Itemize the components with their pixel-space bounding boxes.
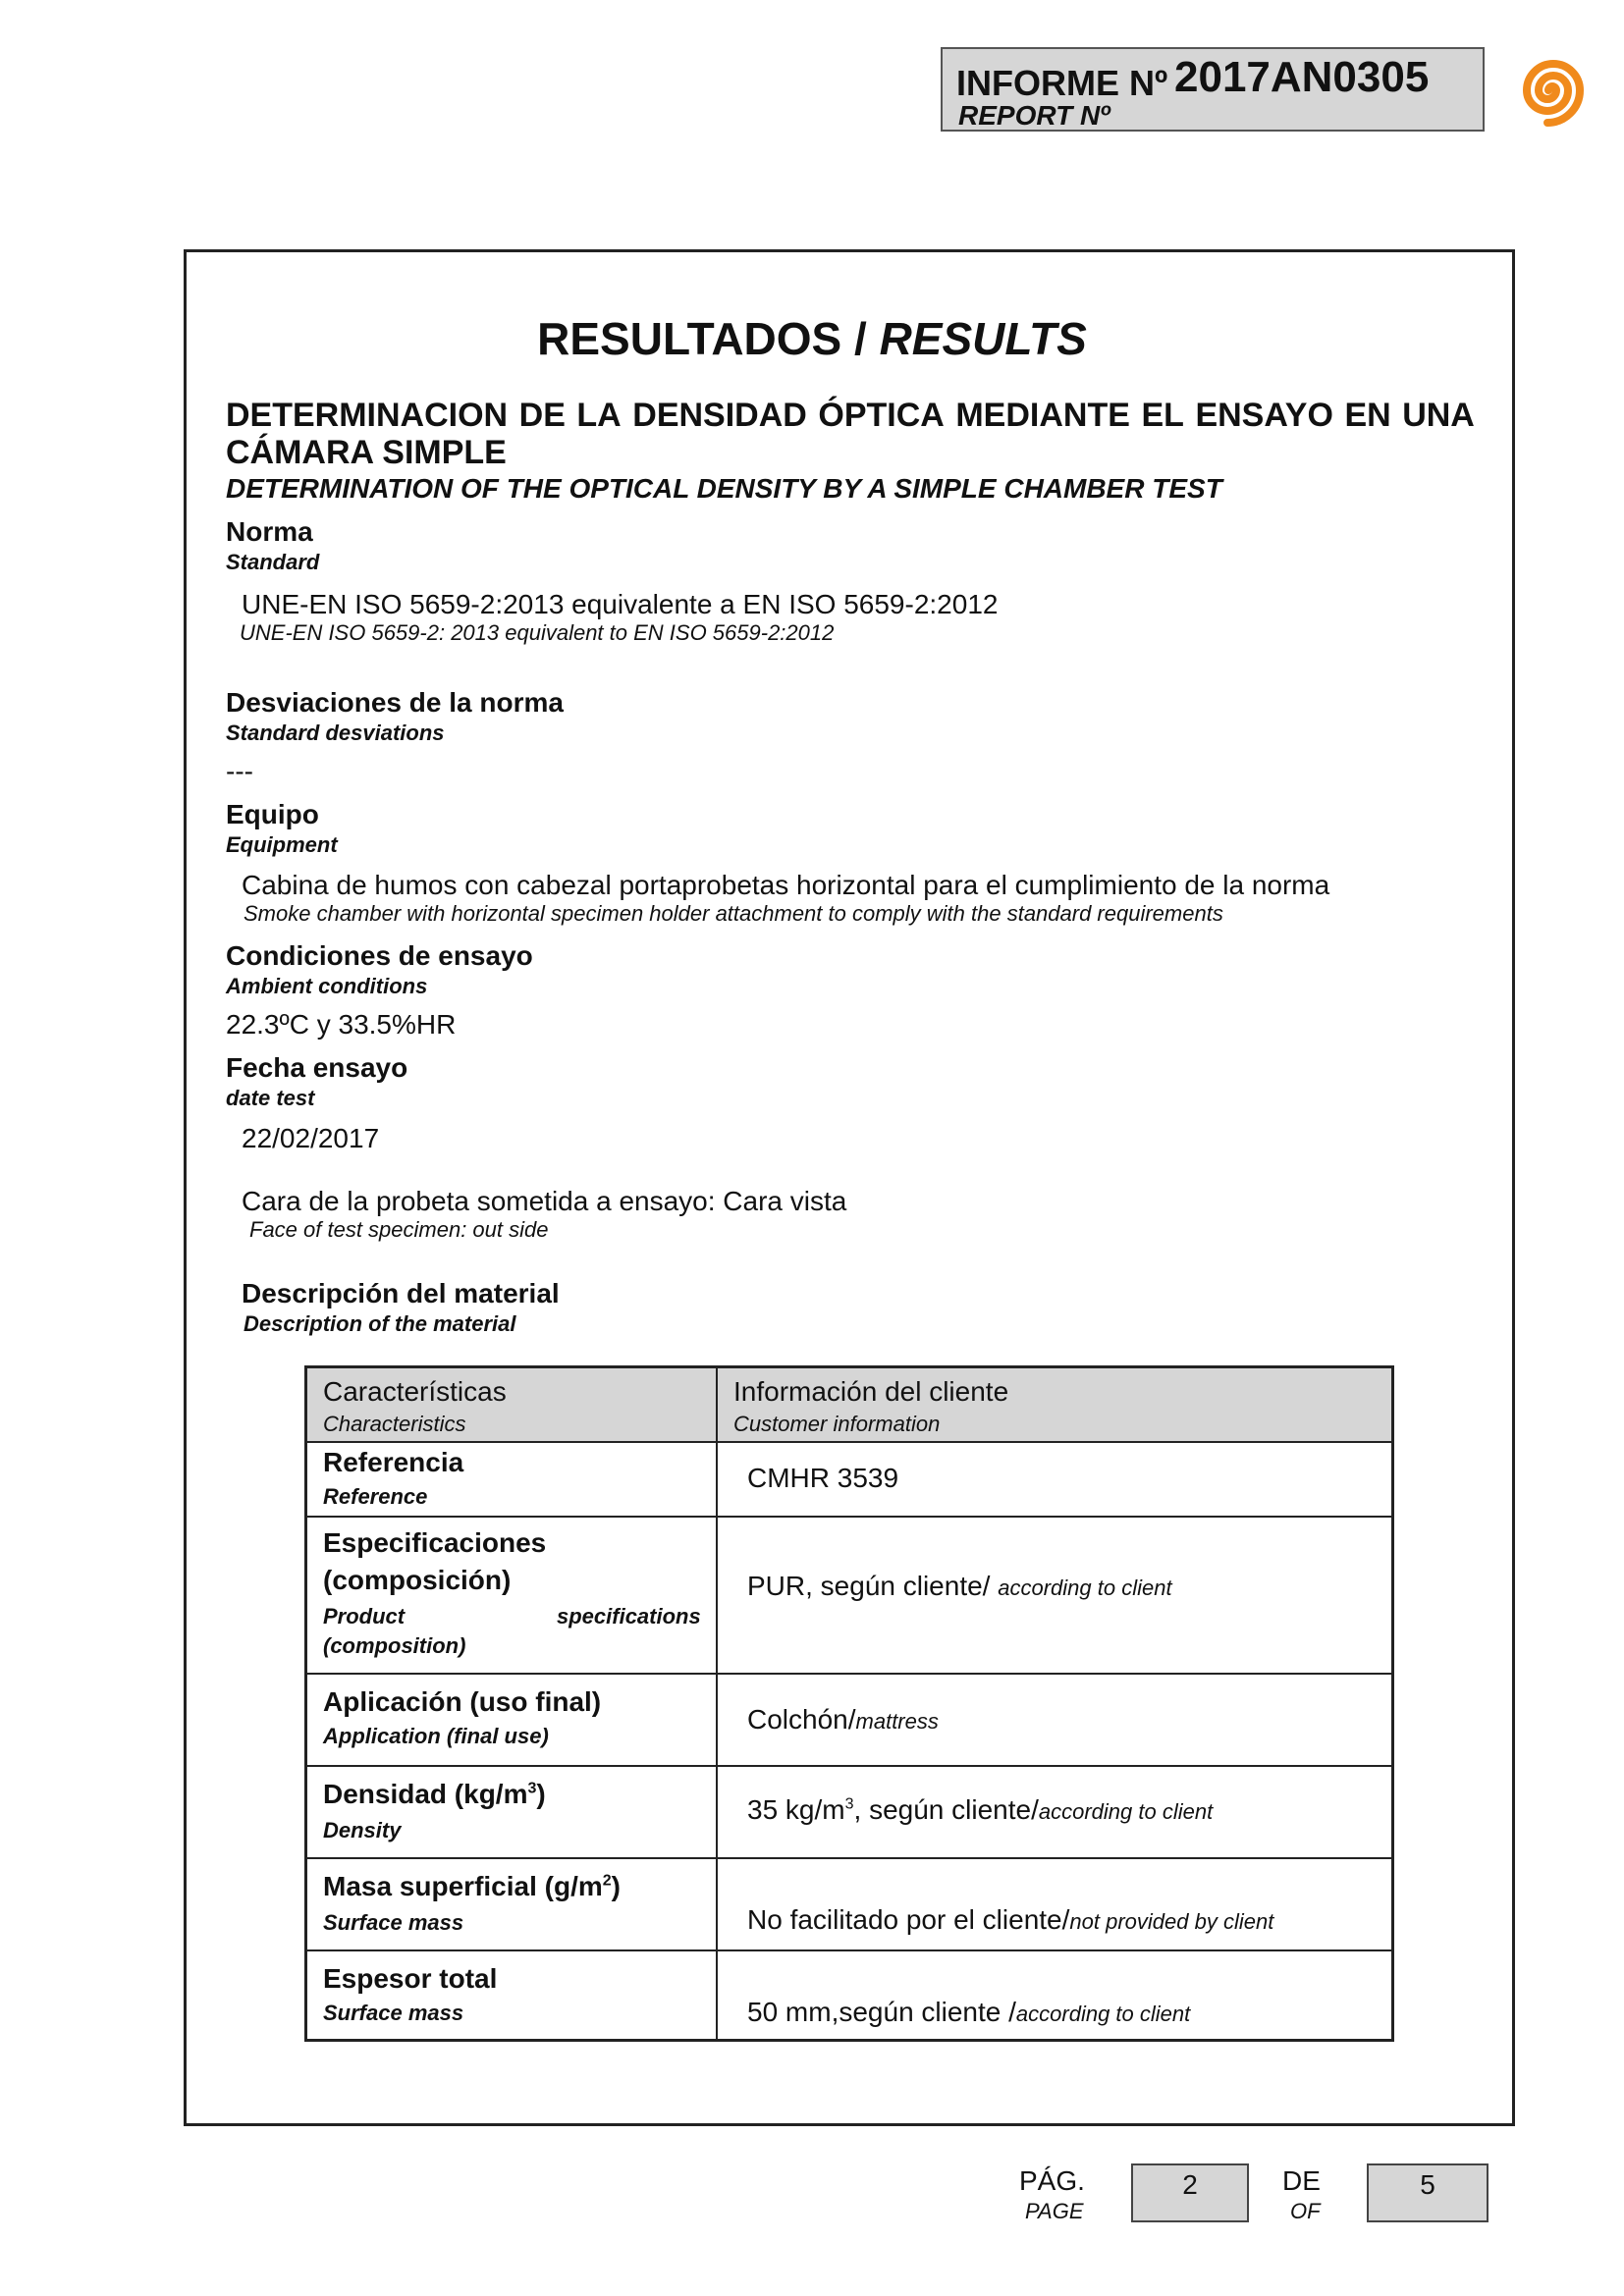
row-value: 50 mm,según cliente /according to client — [747, 1997, 1191, 2027]
row-value: PUR, según cliente/ according to client — [747, 1571, 1172, 1601]
row-label-en: Density — [323, 1818, 402, 1842]
row-label-en: Surface mass — [323, 2001, 464, 2025]
row-label-en: Product — [323, 1604, 406, 1629]
determination-title-line1: DETERMINACION DE LA DENSIDAD ÓPTICA MEDIANTE EL ENSAYO EN UNA — [226, 397, 1475, 434]
table-row — [307, 1675, 1391, 1767]
page-number: 2 — [1182, 2169, 1198, 2200]
row-value: CMHR 3539 — [747, 1463, 899, 1493]
table-row — [307, 1951, 1391, 2039]
report-number: 2017AN0305 — [1174, 53, 1430, 101]
descripcion-label-en: Description of the material — [244, 1311, 516, 1336]
condiciones-value: 22.3ºC y 33.5%HR — [226, 1009, 457, 1040]
row-label: Especificaciones — [323, 1527, 547, 1558]
row-label: Masa superficial $(g/m^2)$ — [323, 1871, 621, 1901]
descripcion-label: Descripción del material — [242, 1278, 560, 1308]
page-number-box — [1131, 2163, 1249, 2222]
equipo-value: Cabina de humos con cabezal portaprobetas horizontal para el cumplimiento de la norma — [242, 870, 1330, 900]
desviaciones-label: Desviaciones de la norma — [226, 687, 564, 718]
material-table — [304, 1365, 1394, 2042]
desviaciones-value: --- — [226, 756, 253, 786]
of-label: DE — [1282, 2165, 1321, 2196]
table-row — [307, 1859, 1391, 1951]
norma-value-en: UNE-EN ISO 5659-2: 2013 equivalent to EN ISO 5659-2:2012 — [240, 620, 835, 645]
header-characteristics-en: Characteristics — [323, 1412, 466, 1436]
table-row — [307, 1767, 1391, 1859]
row-label-en-b: specifications — [557, 1604, 701, 1629]
report-label: INFORME Nº — [956, 63, 1168, 103]
fecha-label-en: date test — [226, 1086, 315, 1110]
table-header-cell — [307, 1368, 718, 1441]
equipo-value-en: Smoke chamber with horizontal specimen holder attachment to comply with the standard requirements — [244, 901, 1223, 926]
header-customer-info: Información del cliente — [733, 1376, 1009, 1407]
row-label-en-line2: (composition) — [323, 1633, 466, 1658]
norma-label: Norma — [226, 516, 313, 547]
row-label: Aplicación (uso final) — [323, 1686, 602, 1717]
condiciones-label-en: Ambient conditions — [226, 974, 428, 998]
table-row — [307, 1443, 1391, 1518]
header-customer-info-en: Customer information — [733, 1412, 941, 1436]
equipo-label-en: Equipment — [226, 832, 338, 857]
row-value: Colchón/mattress — [747, 1704, 939, 1735]
total-pages: 5 — [1420, 2169, 1435, 2200]
row-label-en: Reference — [323, 1484, 428, 1509]
determination-title-line2: CÁMARA SIMPLE — [226, 434, 507, 471]
table-header-row — [307, 1368, 1391, 1443]
cara-value-en: Face of test specimen: out side — [249, 1217, 549, 1242]
desviaciones-label-en: Standard desviations — [226, 721, 445, 745]
cara-value: Cara de la probeta sometida a ensayo: Cara vista — [242, 1186, 847, 1216]
page-label: PÁG. — [1019, 2165, 1085, 2196]
condiciones-label: Condiciones de ensayo — [226, 940, 533, 971]
report-number-box — [941, 47, 1485, 132]
results-title: RESULTADOS / RESULTS — [537, 313, 1087, 364]
determination-title-en: DETERMINATION OF THE OPTICAL DENSITY BY A SIMPLE CHAMBER TEST — [226, 473, 1222, 504]
row-value: No facilitado por el cliente/not provided by client — [747, 1904, 1274, 1935]
row-label-line2: (composición) — [323, 1565, 512, 1595]
table-row — [307, 1518, 1391, 1675]
report-label-en: REPORT Nº — [958, 100, 1110, 131]
row-label: Espesor total — [323, 1963, 498, 1994]
page-label-en: PAGE — [1025, 2199, 1084, 2223]
row-value: 35 $kg/m^3$, según cliente/according to client — [747, 1794, 1214, 1825]
fecha-label: Fecha ensayo — [226, 1052, 408, 1083]
row-label-en: Surface mass — [323, 1910, 464, 1935]
norma-label-en: Standard — [226, 550, 320, 574]
row-label-en: Application (final use) — [323, 1724, 549, 1748]
spiral-logo-icon — [1506, 49, 1598, 132]
row-label: Referencia — [323, 1447, 464, 1477]
table-header-cell — [718, 1368, 1391, 1441]
fecha-value: 22/02/2017 — [242, 1123, 380, 1153]
header-characteristics: Características — [323, 1376, 507, 1407]
equipo-label: Equipo — [226, 799, 319, 829]
norma-value: UNE-EN ISO 5659-2:2013 equivalente a EN ISO 5659-2:2012 — [242, 589, 999, 619]
row-label: Densidad $(kg/m^3)$ — [323, 1779, 546, 1809]
of-label-en: OF — [1290, 2199, 1321, 2223]
total-pages-box — [1367, 2163, 1489, 2222]
